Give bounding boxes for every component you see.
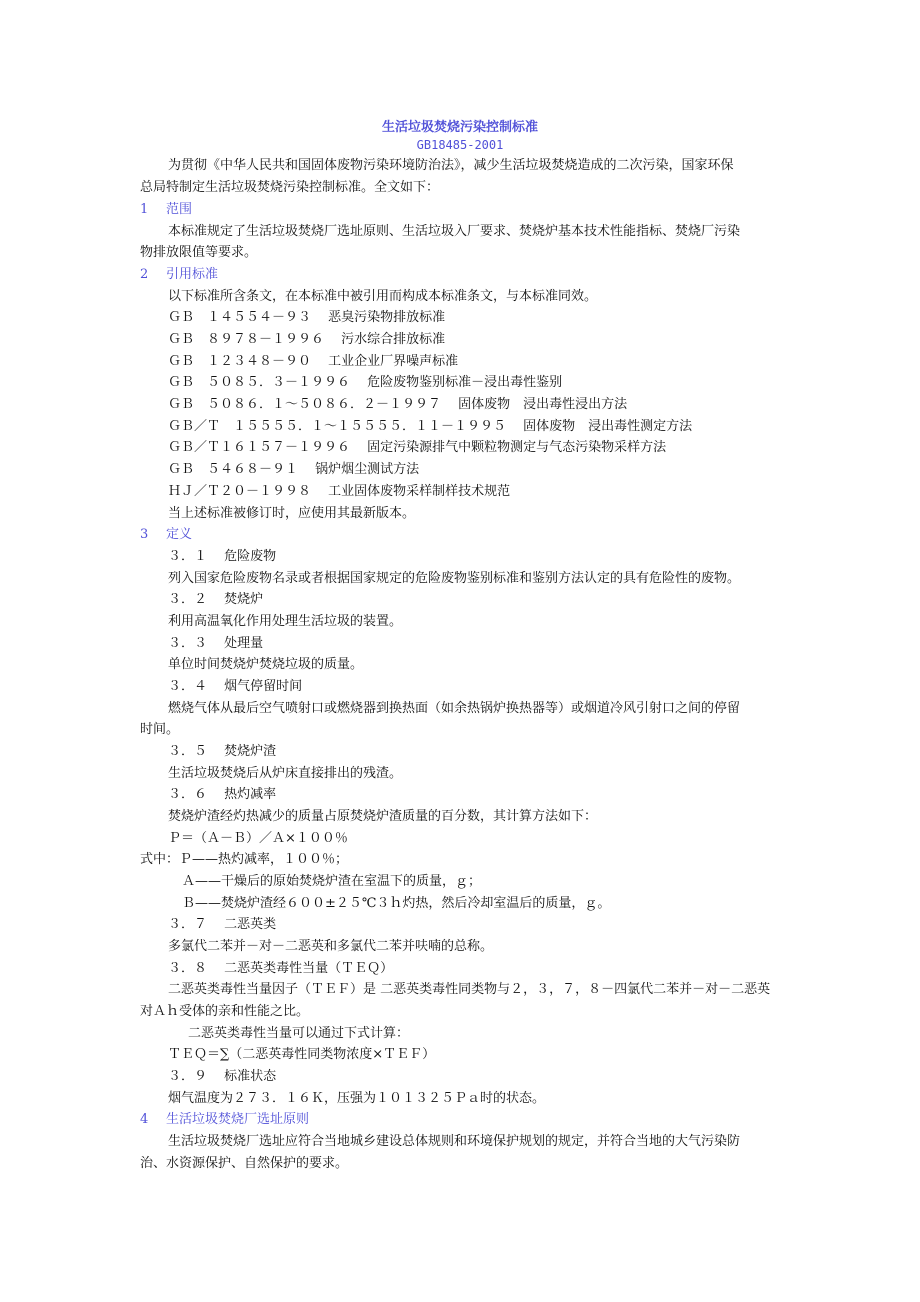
paragraph-line: 二恶英类毒性当量可以通过下式计算： bbox=[188, 1026, 410, 1041]
paragraph-line: 本标准规定了生活垃圾焚烧厂选址原则、生活垃圾入厂要求、焚烧炉基本技术性能指标、焚烧厂污染 bbox=[168, 224, 741, 239]
paragraph-line: 物排放限值等要求。 bbox=[140, 245, 258, 260]
section-heading-2 bbox=[140, 265, 218, 285]
paragraph-line: 单位时间焚烧炉焚烧垃圾的质量。 bbox=[168, 657, 364, 672]
reference-item: ＨＪ／Ｔ２０－１９９８ 工业固体废物采样制样技术规范 bbox=[168, 484, 511, 499]
reference-item: ＧＢ １２３４８－９０ 工业企业厂界噪声标准 bbox=[168, 354, 459, 369]
paragraph-line: 治、水资源保护、自然保护的要求。 bbox=[140, 1156, 349, 1171]
formula: Ｐ＝（Ａ－Ｂ）／Ａ×１００％ bbox=[168, 831, 348, 846]
subsection-heading: ３．７ 二恶英类 bbox=[168, 917, 277, 932]
section-number: 3 bbox=[140, 527, 149, 542]
section-heading-1 bbox=[140, 200, 192, 220]
intro-line: 总局特制定生活垃圾焚烧污染控制标准。全文如下： bbox=[140, 180, 440, 195]
reference-item: ＧＢ ５０８６．１～５０８６．２－１９９７ 固体废物 浸出毒性浸出方法 bbox=[168, 397, 628, 412]
formula-legend: 式中：Ｐ——热灼减率，１００％； bbox=[140, 852, 349, 867]
reference-item: ＧＢ／Ｔ １５５５５．１～１５５５５．１１－１９９５ 固体废物 浸出毒性测定方法 bbox=[168, 419, 693, 434]
section-number: 1 bbox=[140, 202, 149, 217]
subsection-heading: ３．９ 标准状态 bbox=[168, 1069, 277, 1084]
subsection-heading: ３．８ 二恶英类毒性当量（ＴＥＱ） bbox=[168, 961, 394, 976]
subsection-heading: ３．６ 热灼减率 bbox=[168, 787, 277, 802]
paragraph-line: 当上述标准被修订时，应使用其最新版本。 bbox=[168, 506, 416, 521]
subsection-heading: ３．５ 焚烧炉渣 bbox=[168, 744, 277, 759]
section-number: 2 bbox=[140, 267, 149, 282]
subsection-heading: ３．４ 烟气停留时间 bbox=[168, 679, 303, 694]
formula-legend: Ｂ——焚烧炉渣经６００±２５℃３ｈ灼热，然后冷却室温后的质量，ｇ。 bbox=[182, 896, 611, 911]
paragraph-line: 燃烧气体从最后空气喷射口或燃烧器到换热面（如余热锅炉换热器等）或烟道冷风引射口之间的停留 bbox=[168, 701, 741, 716]
standard-code: GB18485-2001 bbox=[416, 138, 504, 152]
section-number: 4 bbox=[140, 1112, 149, 1127]
reference-item: ＧＢ ８９７８－１９９６ 污水综合排放标准 bbox=[168, 332, 446, 347]
section-heading-4 bbox=[140, 1110, 309, 1130]
section-title: 范围 bbox=[166, 202, 193, 217]
section-heading-3 bbox=[140, 525, 192, 545]
reference-item: ＧＢ １４５５４－９３ 恶臭污染物排放标准 bbox=[168, 310, 446, 325]
paragraph-line: 生活垃圾焚烧后从炉床直接排出的残渣。 bbox=[168, 766, 403, 781]
formula: ＴＥＱ＝∑（二恶英毒性同类物浓度×ＴＥＦ） bbox=[168, 1047, 436, 1062]
subsection-heading: ３．２ 焚烧炉 bbox=[168, 592, 264, 607]
paragraph-line: 利用高温氧化作用处理生活垃圾的装置。 bbox=[168, 614, 403, 629]
formula-legend: Ａ——干燥后的原始焚烧炉渣在室温下的质量，ｇ； bbox=[182, 874, 482, 889]
paragraph-line: 对Ａｈ受体的亲和性能之比。 bbox=[140, 1004, 310, 1019]
paragraph-line: 多氯代二苯并－对－二恶英和多氯代二苯并呋喃的总称。 bbox=[168, 939, 494, 954]
subsection-heading: ３．３ 处理量 bbox=[168, 636, 264, 651]
paragraph-line: 时间。 bbox=[140, 722, 180, 737]
section-title: 引用标准 bbox=[166, 267, 219, 282]
reference-item: ＧＢ ５４６８－９１ 锅炉烟尘测试方法 bbox=[168, 462, 420, 477]
paragraph-line: 焚烧炉渣经灼热减少的质量占原焚烧炉渣质量的百分数，其计算方法如下： bbox=[168, 809, 598, 824]
intro-line: 为贯彻《中华人民共和国固体废物污染环境防治法》，减少生活垃圾焚烧造成的二次污染，国家环保 bbox=[168, 158, 734, 173]
paragraph-line: 生活垃圾焚烧厂选址应符合当地城乡建设总体规则和环境保护规划的规定，并符合当地的大气污染防 bbox=[168, 1134, 741, 1149]
reference-item: ＧＢ／Ｔ１６１５７－１９９６ 固定污染源排气中颗粒物测定与气态污染物采样方法 bbox=[168, 440, 667, 455]
paragraph-line: 烟气温度为２７３．１６Ｋ，压强为１０１３２５Ｐａ时的状态。 bbox=[168, 1091, 546, 1106]
paragraph-line: 二恶英类毒性当量因子（ＴＥＦ）是 二恶英类毒性同类物与２，３，７，８－四氯代二苯并－对－二恶英 bbox=[168, 982, 771, 997]
document-title: 生活垃圾焚烧污染控制标准 bbox=[381, 120, 538, 135]
subsection-heading: ３．１ 危险废物 bbox=[168, 549, 277, 564]
paragraph-line: 列入国家危险废物名录或者根据国家规定的危险废物鉴别标准和鉴别方法认定的具有危险性的废物。 bbox=[168, 571, 741, 586]
section-title: 生活垃圾焚烧厂选址原则 bbox=[166, 1112, 310, 1127]
paragraph-line: 以下标准所含条文，在本标准中被引用而构成本标准条文，与本标准同效。 bbox=[168, 289, 598, 304]
section-title: 定义 bbox=[166, 527, 193, 542]
reference-item: ＧＢ ５０８５．３－１９９６ 危险废物鉴别标准－浸出毒性鉴别 bbox=[168, 375, 563, 390]
